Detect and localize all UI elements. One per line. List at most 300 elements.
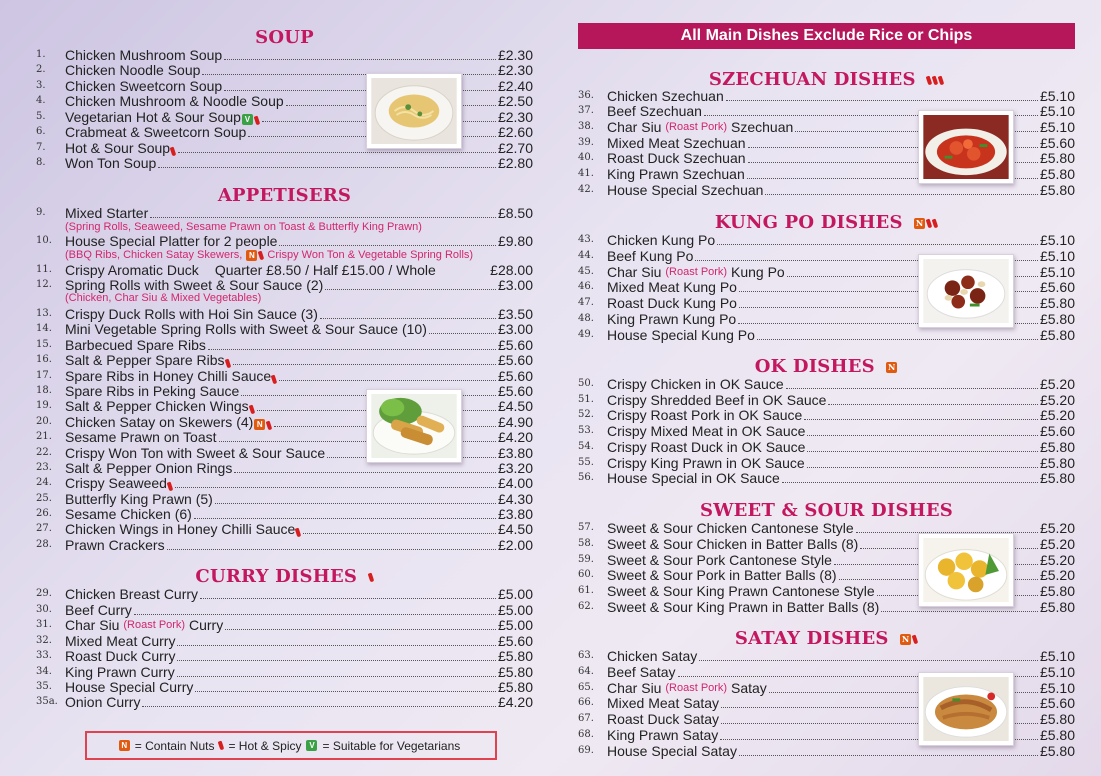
menu-item: [36, 491, 533, 507]
item-name: Chicken Satay: [607, 648, 698, 664]
item-price: £3.20: [497, 460, 533, 476]
item-number: 55.: [578, 457, 594, 468]
item-name: Beef Kung Po: [607, 248, 694, 264]
spring-rolls-photo: [366, 389, 462, 463]
menu-item: [36, 633, 533, 649]
item-name: Roast Duck Kung Po: [607, 295, 737, 311]
menu-item: [36, 537, 533, 553]
item-name: Crispy Shredded Beef in OK Sauce: [607, 392, 827, 408]
item-name: Mixed Meat Satay: [607, 695, 720, 711]
item-price: £5.80: [1039, 150, 1075, 166]
dot-leader: [208, 349, 496, 350]
item-name: King Prawn Kung Po: [607, 311, 737, 327]
heading-icons: [913, 213, 938, 234]
item-price: £9.80: [497, 233, 533, 249]
dot-leader: [177, 676, 496, 677]
item-number: 19.: [36, 400, 52, 411]
menu-item: [36, 648, 533, 664]
rice-notice-banner: All Main Dishes Exclude Rice or Chips: [578, 23, 1075, 49]
item-price: £4.50: [497, 398, 533, 414]
item-price: £5.10: [1039, 680, 1075, 696]
item-name: King Prawn Satay: [607, 727, 719, 743]
menu-item: [36, 586, 533, 602]
item-name: Char Siu: [607, 264, 662, 280]
item-portion-options: Quarter £8.50 / Half £15.00 / Whole: [214, 262, 436, 278]
item-number: 64.: [578, 666, 594, 677]
item-name: Crispy Aromatic Duck: [65, 262, 199, 278]
item-number: 14.: [36, 323, 52, 334]
item-price: £3.80: [497, 506, 533, 522]
item-number: 6.: [36, 126, 46, 137]
item-number: 49.: [578, 329, 594, 340]
item-price: £5.60: [497, 337, 533, 353]
sweet-sour-heading: SWEET & SOUR DISHES: [700, 500, 953, 521]
kung-po-heading: [578, 212, 1075, 234]
item-name: Chicken Noodle Soup: [65, 62, 201, 78]
noodle-soup-image: [371, 78, 457, 144]
item-number: 51.: [578, 394, 594, 405]
item-number: 3.: [36, 80, 46, 91]
item-number: 10.: [36, 235, 52, 246]
item-name-suffix: Satay: [731, 680, 767, 696]
description-part: (BBQ Ribs, Chicken Satay Skewers,: [65, 249, 243, 261]
item-number: 1.: [36, 49, 46, 60]
dot-leader: [726, 100, 1038, 101]
item-price: £5.20: [1039, 392, 1075, 408]
menu-item: [36, 521, 533, 537]
menu-item: [578, 648, 1075, 664]
szechuan-prawn-image: [923, 115, 1009, 179]
menu-item: [36, 664, 533, 680]
item-price: £4.00: [497, 475, 533, 491]
item-price: £5.60: [1039, 423, 1075, 439]
dot-leader: [804, 419, 1038, 420]
item-price: £4.20: [497, 429, 533, 445]
dot-leader: [194, 518, 496, 519]
item-number: 47.: [578, 297, 594, 308]
item-number: 39.: [578, 137, 594, 148]
chili-icon: [218, 741, 225, 751]
menu-item: [578, 470, 1075, 486]
item-name-suffix: Kung Po: [731, 264, 785, 280]
dot-leader: [782, 482, 1038, 483]
menu-item: [36, 602, 533, 618]
item-price: £5.20: [1039, 552, 1075, 568]
item-name: Beef Curry: [65, 602, 132, 618]
item-number: 67.: [578, 713, 594, 724]
sweet-sour-photo: [918, 533, 1014, 607]
item-name: Chicken Szechuan: [607, 88, 724, 104]
nut-icon: N: [888, 362, 896, 372]
dot-leader: [177, 645, 495, 646]
menu-item: [36, 277, 533, 293]
item-name: House Special Platter for 2 people: [65, 233, 278, 249]
item-price: £4.90: [497, 414, 533, 430]
dot-leader: [757, 339, 1038, 340]
chili-icon: [258, 250, 265, 260]
item-number: 21.: [36, 431, 52, 442]
item-name: Sweet & Sour King Prawn Cantonese Style: [607, 583, 875, 599]
item-name: Spare Ribs in Honey Chilli Sauce: [65, 368, 272, 384]
item-number: 46.: [578, 281, 594, 292]
kung-po-photo: [918, 254, 1014, 328]
item-name: Sweet & Sour Chicken in Batter Balls (8): [607, 536, 859, 552]
item-number: 26.: [36, 508, 52, 519]
item-price: £3.80: [497, 445, 533, 461]
dot-leader: [279, 245, 495, 246]
item-number: 4.: [36, 95, 46, 106]
item-price: £5.20: [1039, 520, 1075, 536]
nut-icon: N: [901, 634, 910, 644]
chili-icon: [938, 76, 945, 86]
item-price: £5.10: [1039, 232, 1075, 248]
item-number: 8.: [36, 157, 46, 168]
item-price: £5.60: [497, 368, 533, 384]
item-name: Spring Rolls with Sweet & Sour Sauce (2): [65, 277, 324, 293]
item-price: £2.50: [497, 93, 533, 109]
item-number: 11.: [36, 264, 52, 275]
item-number: 44.: [578, 250, 594, 261]
dot-leader: [881, 611, 1038, 612]
item-number: 40.: [578, 152, 594, 163]
item-price: £3.00: [497, 321, 533, 337]
item-price: £5.80: [1039, 743, 1075, 759]
nut-icon: N: [915, 218, 924, 228]
item-subtext: (Roast Pork): [665, 121, 728, 133]
item-name: Beef Szechuan: [607, 103, 702, 119]
menu-item: [578, 376, 1075, 392]
heading-icons: [368, 567, 374, 588]
item-price: £5.80: [1039, 295, 1075, 311]
menu-item: [36, 475, 533, 491]
item-number: 63.: [578, 650, 594, 661]
menu-item: [36, 679, 533, 695]
dot-leader: [699, 660, 1038, 661]
item-name: Roast Duck Curry: [65, 648, 176, 664]
dot-leader: [215, 503, 496, 504]
item-price: £28.00: [490, 262, 533, 278]
dot-leader: [178, 152, 496, 153]
satay-heading: [578, 628, 1075, 650]
item-price: £2.40: [497, 78, 533, 94]
item-price: £5.10: [1039, 664, 1075, 680]
item-number: 18.: [36, 385, 52, 396]
dot-leader: [320, 318, 496, 319]
item-name: Crispy Duck Rolls with Hoi Sin Sauce (3): [65, 306, 318, 322]
item-name: House Special in OK Sauce: [607, 470, 780, 486]
item-subtext: (Roast Pork): [665, 682, 728, 694]
item-number: 43.: [578, 234, 594, 245]
heading-icons: [899, 629, 918, 650]
item-number: 29.: [36, 588, 52, 599]
legend-nuts-label: = Contain Nuts: [134, 738, 215, 753]
item-number: 30.: [36, 604, 52, 615]
menu-item: [578, 88, 1075, 104]
item-number: 41.: [578, 168, 594, 179]
dot-leader: [739, 755, 1038, 756]
menu-item: [578, 423, 1075, 439]
item-number: 45.: [578, 266, 594, 277]
item-number: 58.: [578, 538, 594, 549]
szechuan-photo: [918, 110, 1014, 184]
item-name: Crabmeat & Sweetcorn Soup: [65, 124, 247, 140]
item-price: £2.00: [497, 537, 533, 553]
item-name: Sweet & Sour King Prawn in Batter Balls (8): [607, 599, 880, 615]
menu-item: [578, 455, 1075, 471]
item-number: 27.: [36, 523, 52, 534]
item-price: £5.80: [497, 648, 533, 664]
item-price: £5.80: [1039, 727, 1075, 743]
soup-heading: SOUP: [255, 27, 314, 48]
dot-leader: [786, 388, 1038, 389]
item-price: £5.10: [1039, 88, 1075, 104]
item-price: £5.10: [1039, 103, 1075, 119]
item-name: Crispy Seaweed: [65, 475, 167, 491]
item-price: £5.80: [1039, 327, 1075, 343]
menu-item: [36, 306, 533, 322]
item-number: 22.: [36, 447, 52, 458]
dot-leader: [177, 660, 495, 661]
item-number: 62.: [578, 601, 594, 612]
dot-leader: [142, 706, 495, 707]
item-name: Hot & Sour Soup: [65, 140, 171, 156]
item-price: £5.20: [1039, 407, 1075, 423]
item-price: £5.60: [497, 383, 533, 399]
item-number: 61.: [578, 585, 594, 596]
item-number: 15.: [36, 339, 52, 350]
item-name-suffix: Szechuan: [731, 119, 794, 135]
item-name: Onion Curry: [65, 694, 141, 710]
item-price: £4.30: [497, 491, 533, 507]
item-subtext: (Roast Pork): [123, 619, 186, 631]
kung-po-heading-text: KUNG PO DISHES: [714, 212, 903, 233]
item-price: £5.80: [1039, 439, 1075, 455]
appetisers-heading: APPETISERS: [217, 185, 352, 206]
menu-item: [36, 262, 533, 278]
item-price: £5.60: [497, 633, 533, 649]
item-number: 42.: [578, 184, 594, 195]
menu-item: [36, 617, 533, 633]
item-name: Prawn Crackers: [65, 537, 165, 553]
item-price: £5.20: [1039, 536, 1075, 552]
item-price: £4.20: [497, 694, 533, 710]
chili-icon: [295, 528, 302, 538]
item-name: Crispy Roast Pork in OK Sauce: [607, 407, 803, 423]
item-name: Sesame Prawn on Toast: [65, 429, 217, 445]
dot-leader: [807, 451, 1038, 452]
item-subtext: (Roast Pork): [665, 266, 728, 278]
item-price: £5.60: [497, 352, 533, 368]
item-number: 60.: [578, 569, 594, 580]
dot-leader: [717, 244, 1038, 245]
item-name: Sweet & Sour Chicken Cantonese Style: [607, 520, 854, 536]
item-price: £5.00: [497, 602, 533, 618]
item-name: Chicken Mushroom & Noodle Soup: [65, 93, 284, 109]
menu-item: [36, 337, 533, 353]
item-number: 38.: [578, 121, 594, 132]
item-price: £5.00: [497, 586, 533, 602]
menu-item: [578, 392, 1075, 408]
item-number: 16.: [36, 354, 52, 365]
item-price: £5.20: [1039, 567, 1075, 583]
dot-leader: [175, 487, 496, 488]
menu-item: [36, 233, 533, 249]
item-price: £5.20: [1039, 376, 1075, 392]
item-description: [65, 249, 473, 262]
dot-leader: [429, 333, 496, 334]
item-name: Crispy Roast Duck in OK Sauce: [607, 439, 806, 455]
dot-leader: [765, 194, 1038, 195]
item-price: £5.80: [1039, 311, 1075, 327]
item-name: Chicken Breast Curry: [65, 586, 199, 602]
szechuan-heading-text: SZECHUAN DISHES: [708, 69, 916, 90]
item-number: 35a.: [36, 696, 58, 707]
item-price: £2.60: [497, 124, 533, 140]
item-number: 57.: [578, 522, 594, 533]
allergen-legend: [85, 731, 497, 760]
item-name: Salt & Pepper Spare Ribs: [65, 352, 225, 368]
item-price: £5.80: [1039, 599, 1075, 615]
item-name: Chicken Sweetcorn Soup: [65, 78, 223, 94]
dot-leader: [200, 598, 496, 599]
item-name: Char Siu: [607, 119, 662, 135]
dot-leader: [325, 289, 496, 290]
item-number: 54.: [578, 441, 594, 452]
item-price: £4.50: [497, 521, 533, 537]
item-name: Sweet & Sour Pork Cantonese Style: [607, 552, 832, 568]
item-number: 28.: [36, 539, 52, 550]
item-price: £5.80: [497, 679, 533, 695]
item-name: Mixed Meat Kung Po: [607, 279, 737, 295]
soup-photo: [366, 73, 462, 149]
spring-rolls-image: [371, 394, 457, 458]
dot-leader: [134, 614, 496, 615]
nut-icon: N: [246, 250, 257, 261]
chili-icon: [932, 219, 939, 229]
item-price: £2.80: [497, 155, 533, 171]
item-name: House Special Kung Po: [607, 327, 755, 343]
item-price: £5.10: [1039, 264, 1075, 280]
item-name: Vegetarian Hot & Sour Soup: [65, 109, 241, 125]
curry-heading-text: CURRY DISHES: [195, 566, 358, 587]
legend-veg-label: = Suitable for Vegetarians: [322, 738, 461, 753]
chili-icon: [167, 482, 174, 492]
item-number: 53.: [578, 425, 594, 436]
item-price: £5.10: [1039, 248, 1075, 264]
chili-icon: [367, 573, 374, 583]
item-price: £2.30: [497, 47, 533, 63]
item-number: 31.: [36, 619, 52, 630]
item-name: Crispy Chicken in OK Sauce: [607, 376, 784, 392]
dot-leader: [150, 217, 496, 218]
item-name: Sesame Chicken (6): [65, 506, 192, 522]
satay-dish-image: [923, 677, 1009, 741]
menu-item: [36, 352, 533, 368]
item-name: Barbecued Spare Ribs: [65, 337, 206, 353]
item-name: Chicken Satay on Skewers (4): [65, 414, 254, 430]
menu-item: [36, 694, 533, 710]
dot-leader: [234, 472, 496, 473]
item-price: £5.80: [1039, 470, 1075, 486]
menu-item: [36, 321, 533, 337]
chili-icon: [912, 635, 919, 645]
item-price: £2.70: [497, 140, 533, 156]
spacer: [438, 274, 488, 275]
item-description: (Spring Rolls, Seaweed, Sesame Prawn on Toast & Butterfly King Prawn): [65, 221, 422, 233]
dot-leader: [224, 59, 496, 60]
item-name: Chicken Kung Po: [607, 232, 716, 248]
item-name: Char Siu: [607, 680, 662, 696]
item-number: 36.: [578, 90, 594, 101]
dot-leader: [167, 549, 496, 550]
item-number: 24.: [36, 477, 52, 488]
item-number: 56.: [578, 472, 594, 483]
nut-icon: N: [254, 419, 265, 430]
kung-po-chicken-image: [923, 259, 1009, 323]
menu-item: [36, 506, 533, 522]
item-number: 25.: [36, 493, 52, 504]
dot-leader: [807, 467, 1038, 468]
item-name: Mini Vegetable Spring Rolls with Sweet & Sour Sauce (10): [65, 321, 427, 337]
menu-item: [578, 439, 1075, 455]
item-number: 5.: [36, 111, 46, 122]
item-name: Chicken Mushroom Soup: [65, 47, 223, 63]
dot-leader: [158, 167, 496, 168]
chili-icon: [224, 359, 231, 369]
item-price: £5.10: [1039, 119, 1075, 135]
item-name: Crispy Won Ton with Sweet & Sour Sauce: [65, 445, 326, 461]
heading-icons: [885, 357, 898, 378]
dot-leader: [233, 364, 496, 365]
item-name: Salt & Pepper Chicken Wings: [65, 398, 249, 414]
item-number: 52.: [578, 409, 594, 420]
menu-item: [36, 368, 533, 384]
item-name: Mixed Meat Curry: [65, 633, 176, 649]
item-number: 12.: [36, 279, 52, 290]
menu-item: [578, 182, 1075, 198]
item-price: £8.50: [497, 205, 533, 221]
legend-hot-label: = Hot & Spicy: [228, 738, 302, 753]
item-name: Roast Duck Satay: [607, 711, 720, 727]
item-name: House Special Szechuan: [607, 182, 764, 198]
item-price: £5.60: [1039, 695, 1075, 711]
menu-item: [36, 47, 533, 63]
menu-item: [578, 232, 1075, 248]
menu-item: [578, 407, 1075, 423]
item-number: 35.: [36, 681, 52, 692]
dot-leader: [279, 380, 496, 381]
item-name: King Prawn Curry: [65, 664, 175, 680]
ok-heading: [578, 356, 1075, 378]
item-number: 33.: [36, 650, 52, 661]
item-name: Beef Satay: [607, 664, 676, 680]
dot-leader: [303, 533, 496, 534]
menu-item: [36, 205, 533, 221]
item-name: Salt & Pepper Onion Rings: [65, 460, 233, 476]
item-name: Sweet & Sour Pork in Batter Balls (8): [607, 567, 837, 583]
item-price: £5.80: [1039, 182, 1075, 198]
item-price: £5.80: [497, 664, 533, 680]
menu-item: [36, 155, 533, 171]
item-number: 50.: [578, 378, 594, 389]
nut-icon: N: [119, 740, 130, 751]
item-number: 59.: [578, 554, 594, 565]
dot-leader: [195, 691, 496, 692]
item-price: £5.10: [1039, 648, 1075, 664]
item-name: Won Ton Soup: [65, 155, 157, 171]
item-name: Mixed Starter: [65, 205, 149, 221]
item-name: Crispy King Prawn in OK Sauce: [607, 455, 805, 471]
